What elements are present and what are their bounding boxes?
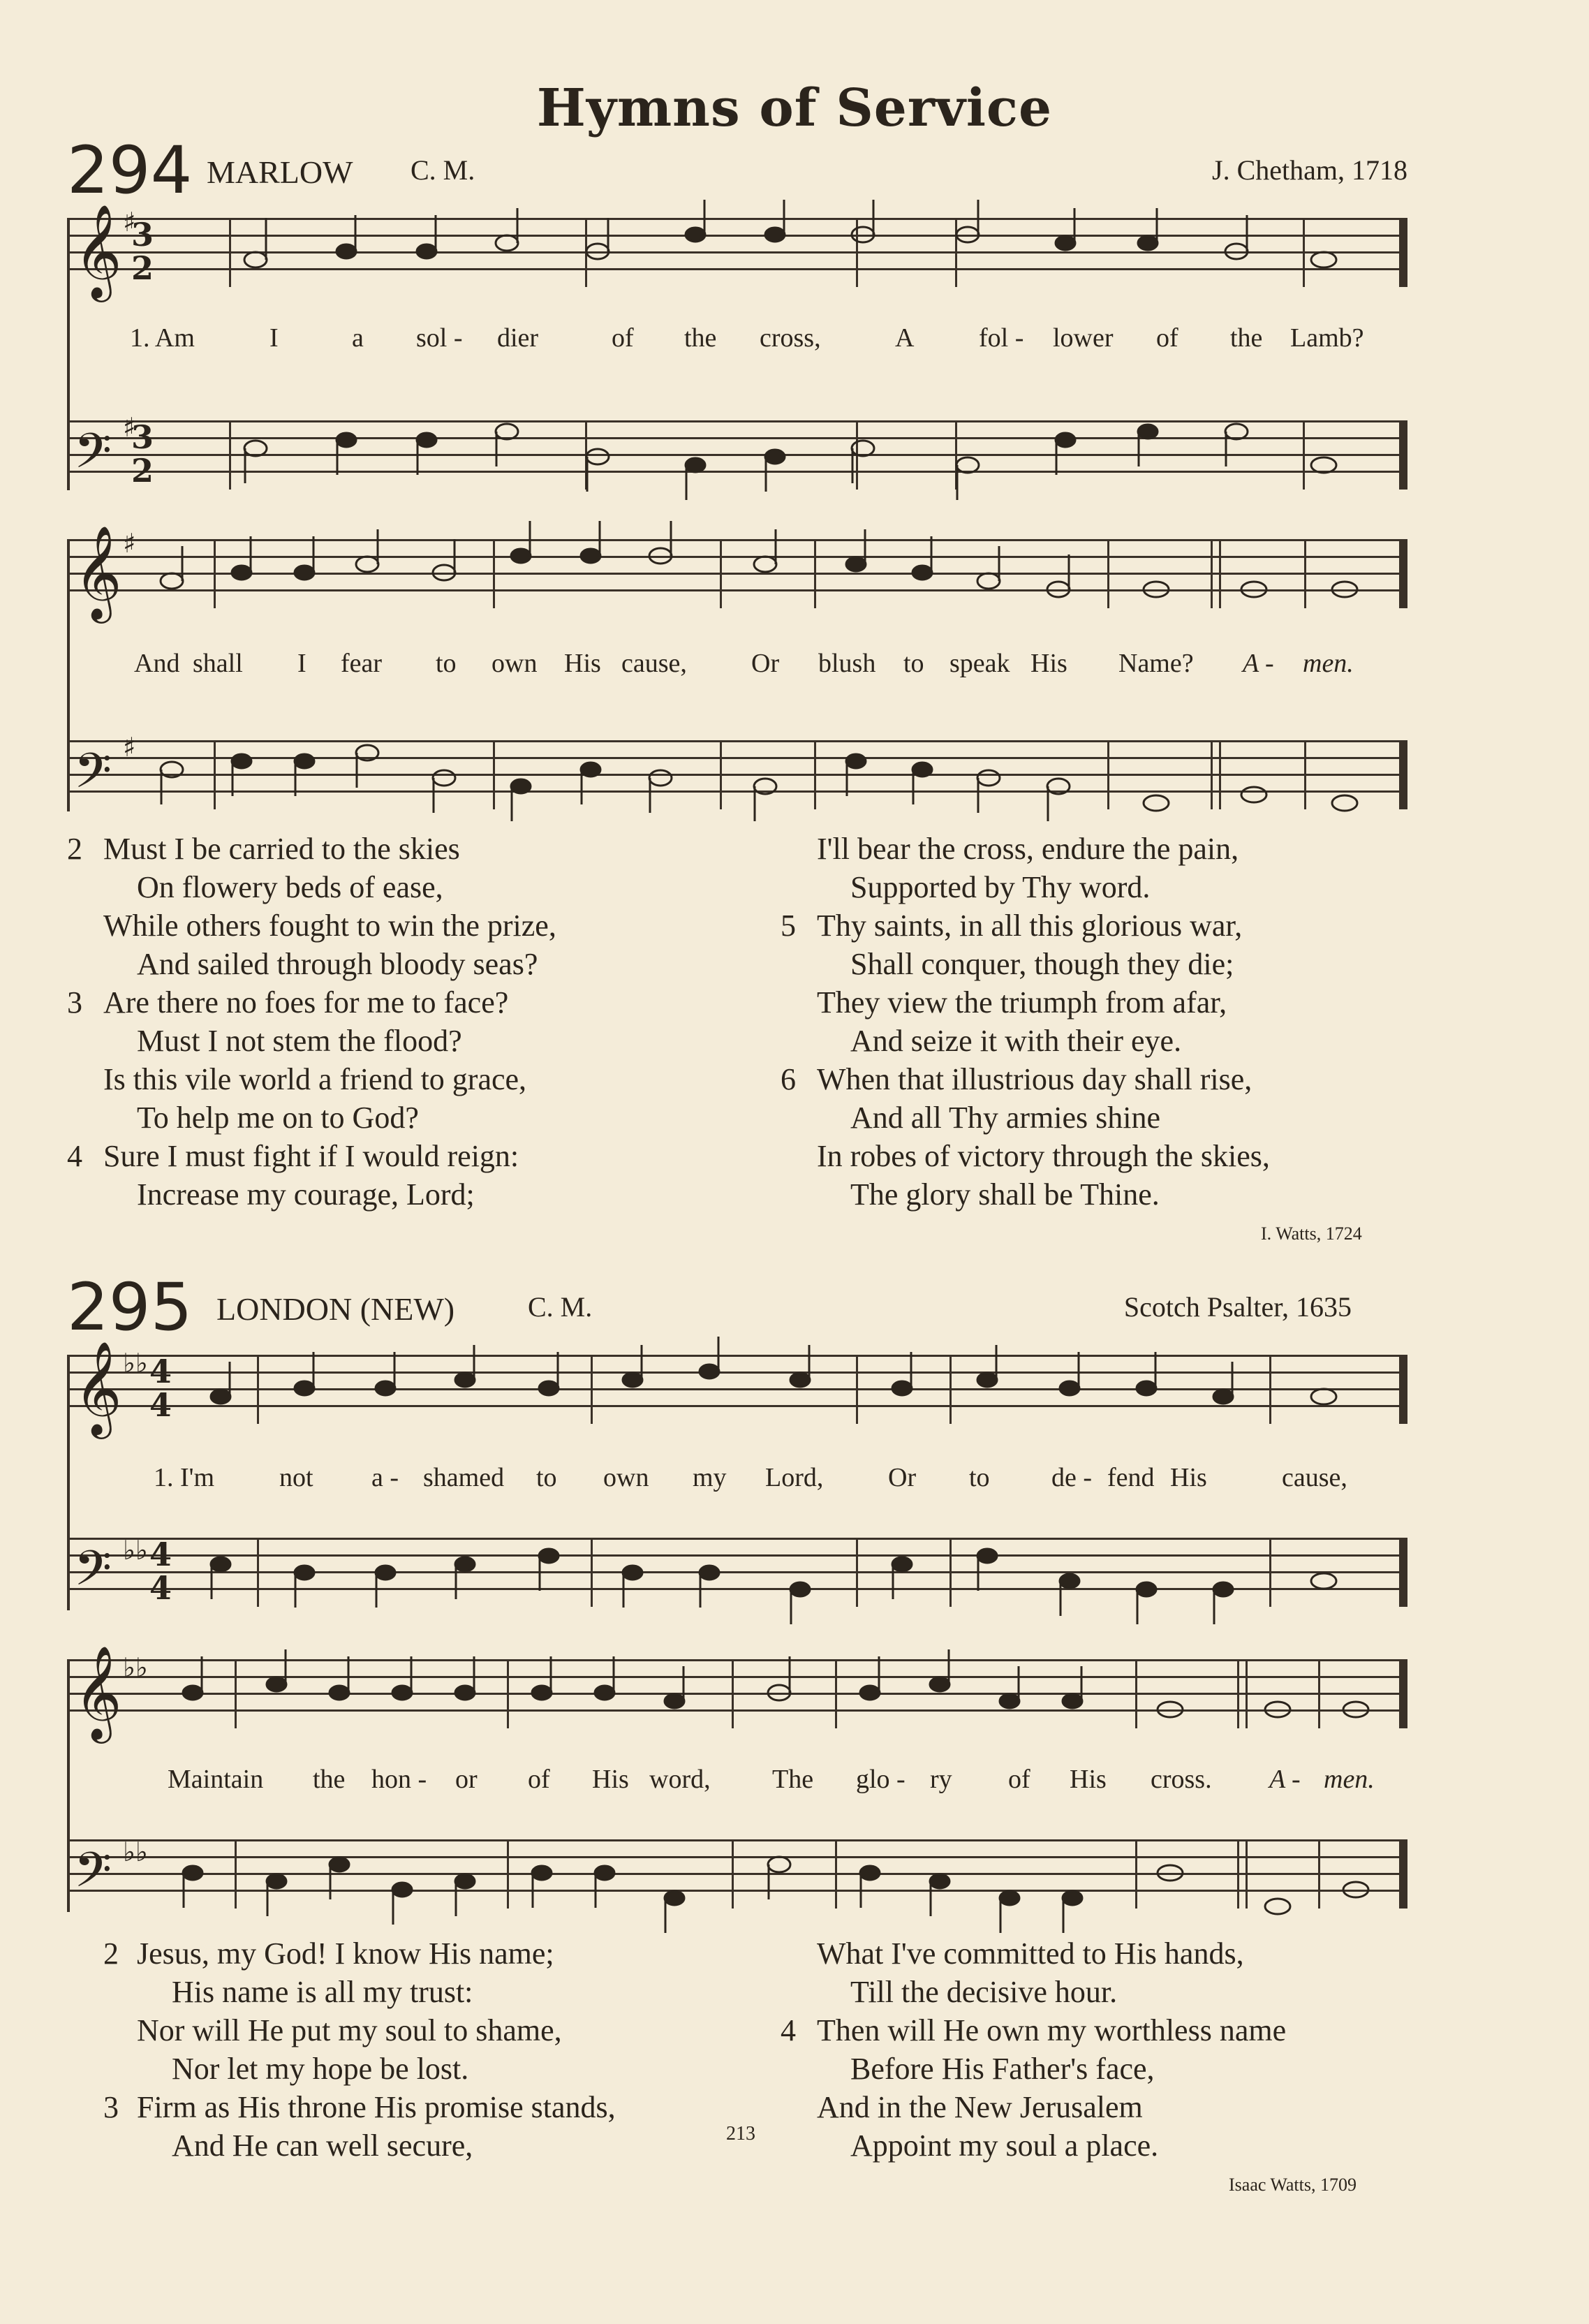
lyric-syllable: to	[536, 1463, 557, 1492]
meter: C. M.	[528, 1291, 593, 1323]
verse-line: On flowery beds of ease,	[137, 870, 443, 904]
lyric-syllable: His	[1030, 649, 1067, 678]
lyric-syllable: His	[592, 1765, 629, 1794]
lyric-syllable: hon -	[371, 1765, 427, 1794]
lyric-syllable: I	[269, 323, 279, 353]
hymn-294-verses-left	[67, 830, 765, 1221]
verse-line: 3 Are there no foes for me to face?	[67, 985, 509, 1020]
hymn-294-system-1	[67, 204, 1407, 497]
treble-clef-icon: 𝄞	[74, 525, 122, 619]
hymn-295-verses-left	[67, 1934, 765, 2172]
verse-line: Must I not stem the flood?	[137, 1024, 462, 1058]
verse-line: 4 Sure I must fight if I would reign:	[67, 1139, 519, 1173]
lyric-syllable: 1. Am	[130, 323, 195, 353]
hymn-number: 294	[67, 133, 193, 209]
lyric-syllable: Or	[751, 649, 780, 678]
lyric-syllable: Lord,	[765, 1463, 824, 1492]
verse-line: Shall conquer, though they die;	[850, 947, 1234, 981]
lyric-syllable: speak	[949, 649, 1010, 678]
hymn-294-system-2	[67, 525, 1407, 818]
lyric-syllable: cause,	[1282, 1463, 1347, 1492]
lyric-syllable: not	[279, 1463, 313, 1492]
lyric-syllable: His	[1170, 1463, 1207, 1492]
treble-clef-icon: 𝄞	[74, 204, 122, 298]
verse-line: His name is all my trust:	[172, 1975, 473, 2009]
verse-line: Nor will He put my soul to shame,	[137, 2013, 562, 2047]
time-signature: 3 2	[131, 216, 154, 287]
lyric-syllable: His	[1070, 1765, 1107, 1794]
lyric-syllable: The	[772, 1765, 814, 1794]
lyric-syllable: blush	[818, 649, 876, 678]
lyric-syllable: sol -	[416, 323, 463, 353]
verse-line: Supported by Thy word.	[850, 870, 1151, 904]
sharp-icon: ♯	[123, 412, 136, 443]
lyric-syllable: to	[903, 649, 924, 678]
lyric-syllable: a -	[371, 1463, 399, 1492]
sharp-icon: ♯	[123, 528, 136, 559]
bass-clef-icon: 𝄢	[74, 1841, 112, 1910]
time-signature: 4 4	[149, 1536, 172, 1607]
flat-icon: ♭♭	[123, 1535, 148, 1566]
lyric-syllable: ry	[930, 1765, 952, 1794]
bass-clef-icon: 𝄢	[74, 422, 112, 491]
tune-name: MARLOW	[207, 154, 353, 190]
lyric-syllable: cross,	[760, 323, 821, 353]
lyric-syllable: shamed	[423, 1463, 505, 1492]
lyric-syllable: or	[455, 1765, 478, 1794]
verse-line: Increase my courage, Lord;	[137, 1177, 475, 1212]
verse-line: And sailed through bloody seas?	[137, 947, 538, 981]
verse-line: 2 Must I be carried to the skies	[67, 832, 460, 866]
lyric-syllable: Or	[888, 1463, 917, 1492]
sharp-icon: ♯	[123, 207, 136, 237]
lyric-syllable: fol -	[979, 323, 1024, 353]
notes-system-3	[67, 1341, 1407, 1620]
verse-line: They view the triumph from afar,	[817, 985, 1227, 1020]
lyric-syllable: Lamb?	[1290, 323, 1364, 353]
hymn-295-system-1	[67, 1341, 1407, 1620]
verse-line: 3 Firm as His throne His promise stands,	[103, 2090, 616, 2124]
hymn-number: 295	[67, 1270, 193, 1346]
verse-line: Is this vile world a friend to grace,	[103, 1062, 527, 1096]
hymn-294-verses-right	[781, 830, 1409, 1221]
verse-line: The glory shall be Thine.	[850, 1177, 1160, 1212]
lyric-syllable: His	[564, 649, 601, 678]
verse-line: And in the New Jerusalem	[817, 2090, 1143, 2124]
treble-clef-icon: 𝄞	[74, 1645, 122, 1740]
flat-icon: ♭♭	[123, 1348, 148, 1378]
lyric-syllable: own	[603, 1463, 649, 1492]
verse-line: Appoint my soul a place.	[850, 2128, 1159, 2163]
verse-line: And seize it with their eye.	[850, 1024, 1182, 1058]
time-signature: 4 4	[149, 1353, 172, 1424]
lyric-syllable: of	[1008, 1765, 1030, 1794]
verse-line: 4 Then will He own my worthless name	[781, 2013, 1287, 2047]
lyric-syllable: of	[1156, 323, 1178, 353]
lyric-syllable: A	[895, 323, 915, 353]
treble-clef-icon: 𝄞	[74, 1341, 122, 1435]
tune-name: LONDON (NEW)	[216, 1291, 455, 1327]
lyric-syllable: de -	[1051, 1463, 1093, 1492]
verse-line: Nor let my hope be lost.	[172, 2052, 469, 2086]
verse-line: And He can well secure,	[172, 2128, 473, 2163]
lyric-syllable: of	[612, 323, 634, 353]
lyric-syllable: lower	[1053, 323, 1114, 353]
lyric-syllable: glo -	[856, 1765, 906, 1794]
hymn-294-header	[67, 133, 1407, 209]
lyric-syllable: of	[528, 1765, 550, 1794]
section-title: Hymns of Service	[536, 78, 1053, 138]
bass-clef-icon: 𝄢	[74, 742, 112, 811]
lyric-syllable: shall	[193, 649, 243, 678]
verse-line: 5 Thy saints, in all this glorious war,	[781, 909, 1243, 943]
lyric-syllable: a	[352, 323, 364, 353]
lyric-syllable: word,	[649, 1765, 711, 1794]
lyric-syllable: to	[436, 649, 457, 678]
lyric-syllable: the	[684, 323, 717, 353]
lyric-syllable: A -	[1243, 649, 1274, 678]
lyric-syllable: 1. I'm	[154, 1463, 215, 1492]
hymn-295-header	[67, 1270, 1407, 1346]
page-number: 213	[726, 2123, 755, 2145]
flat-icon: ♭♭	[123, 1837, 148, 1867]
verse-line: I'll bear the cross, endure the pain,	[817, 832, 1239, 866]
verse-line: To help me on to God?	[137, 1101, 419, 1135]
verse-line: 2 Jesus, my God! I know His name;	[103, 1936, 554, 1971]
lyric-syllable: dier	[497, 323, 539, 353]
lyric-syllable: And	[134, 649, 180, 678]
composer: Scotch Psalter, 1635	[1123, 1291, 1352, 1323]
composer: J. Chetham, 1718	[1212, 154, 1407, 186]
lyric-syllable: to	[969, 1463, 990, 1492]
lyric-syllable: men.	[1324, 1765, 1375, 1794]
lyric-syllable: the	[313, 1765, 346, 1794]
lyric-syllable: own	[492, 649, 538, 678]
author-credit: I. Watts, 1724	[1261, 1223, 1362, 1244]
verse-line: In robes of victory through the skies,	[817, 1139, 1270, 1173]
hymn-295-verses-right	[781, 1934, 1409, 2172]
lyric-syllable: fear	[341, 649, 383, 678]
lyric-syllable: my	[693, 1463, 727, 1492]
verse-line: What I've committed to His hands,	[817, 1936, 1244, 1971]
notes-system-2	[67, 525, 1407, 818]
verse-line: 6 When that illustrious day shall rise,	[781, 1062, 1252, 1096]
verse-line: Till the decisive hour.	[850, 1975, 1118, 2009]
lyric-syllable: fend	[1107, 1463, 1155, 1492]
lyric-syllable: cause,	[621, 649, 687, 678]
verse-line: Before His Father's face,	[850, 2052, 1155, 2086]
time-signature: 3 2	[131, 418, 154, 490]
hymn-295-system-2	[67, 1645, 1407, 1925]
lyric-syllable: Maintain	[168, 1765, 264, 1794]
verse-line: While others fought to win the prize,	[103, 909, 556, 943]
bass-clef-icon: 𝄢	[74, 1540, 112, 1608]
author-credit: Isaac Watts, 1709	[1229, 2175, 1357, 2195]
notes-system-1	[67, 204, 1407, 497]
lyric-syllable: I	[297, 649, 306, 678]
notes-system-4	[67, 1645, 1407, 1925]
meter: C. M.	[411, 154, 475, 186]
flat-icon: ♭♭	[123, 1652, 148, 1683]
lyric-syllable: cross.	[1151, 1765, 1212, 1794]
lyric-syllable: the	[1230, 323, 1263, 353]
verse-line: And all Thy armies shine	[850, 1101, 1160, 1135]
lyric-syllable: men.	[1303, 649, 1354, 678]
lyric-syllable: A -	[1269, 1765, 1301, 1794]
sharp-icon: ♯	[123, 732, 136, 763]
lyric-syllable: Name?	[1118, 649, 1194, 678]
